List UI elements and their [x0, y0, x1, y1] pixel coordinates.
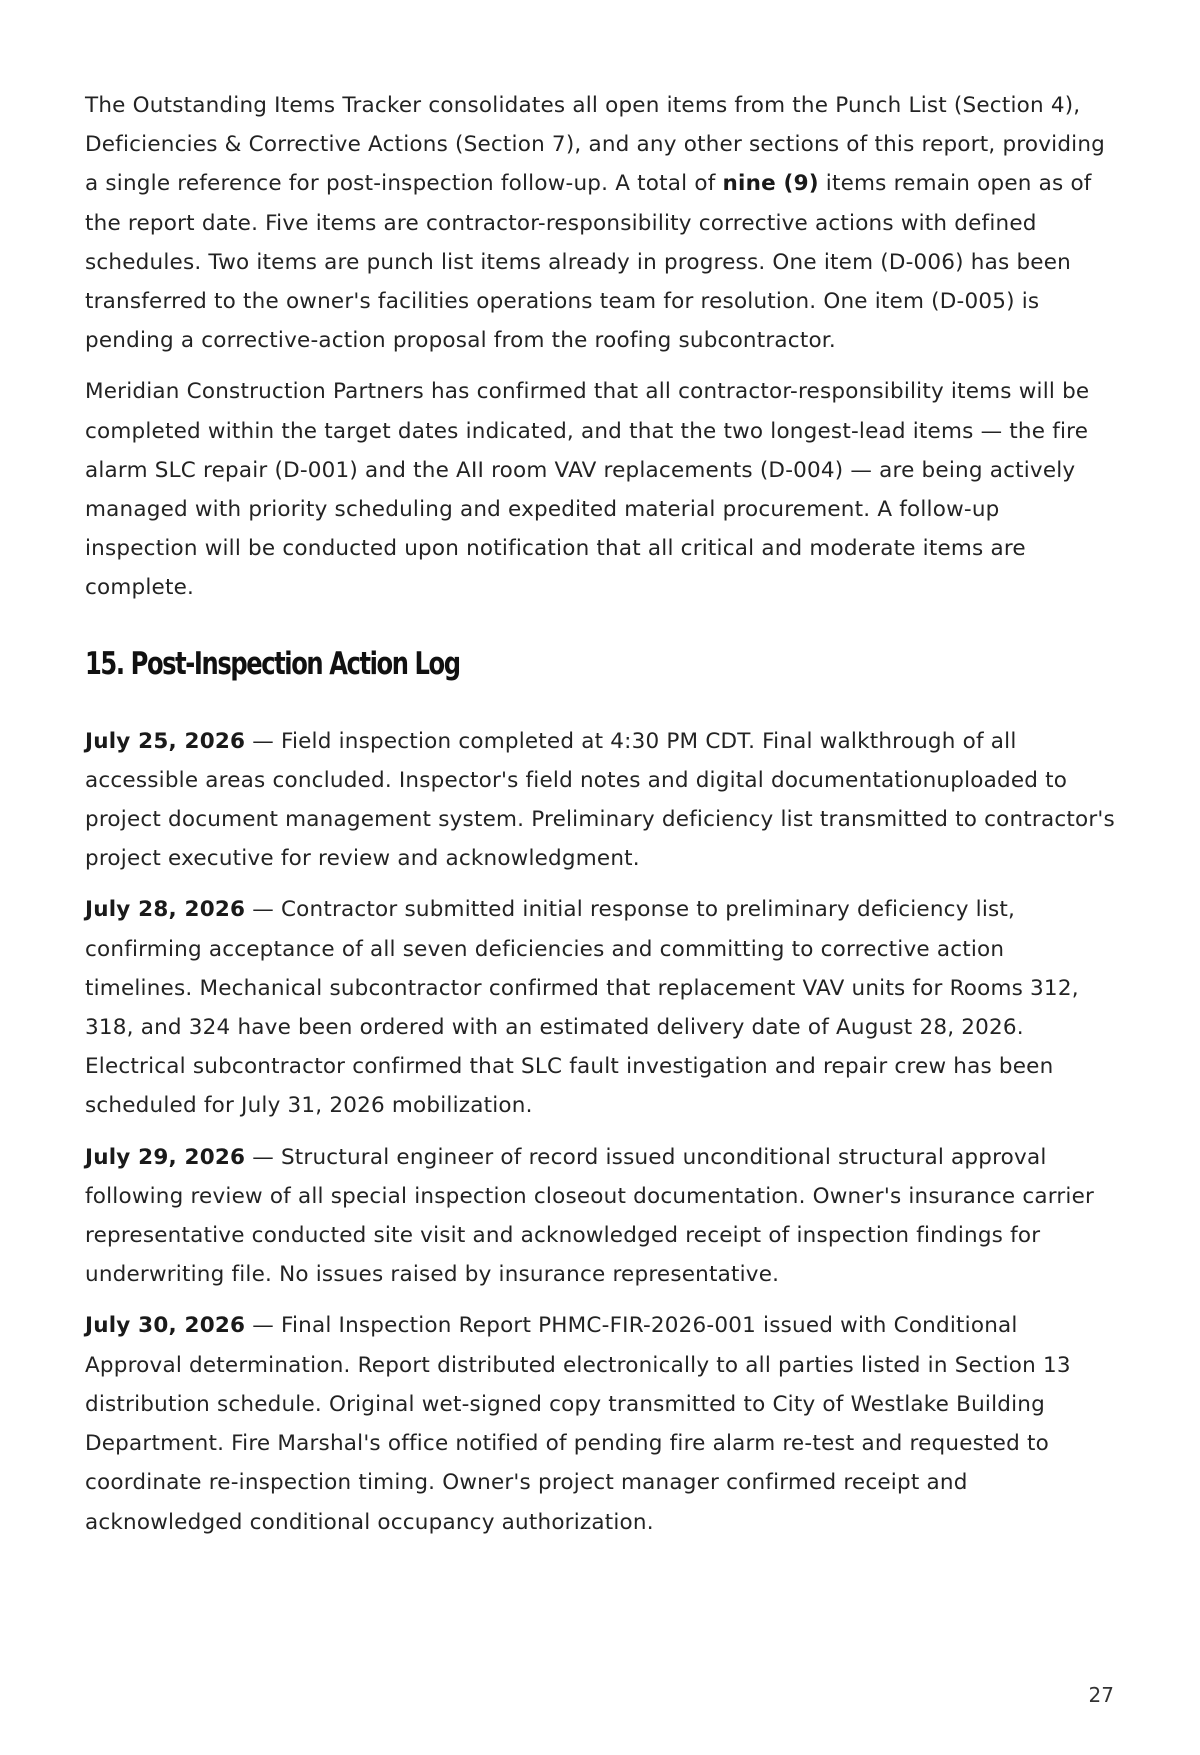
log-entry — [85, 722, 1115, 879]
log-entry-date: July 29, 2026 — [85, 1144, 246, 1170]
log-entry — [85, 1138, 1115, 1295]
log-entry-text: — Structural engineer of record issued unconditional structural approval following review of all special inspection closeout documentation. Owner's insurance carrier representative conducted site visit and acknowledged receipt of inspection findings for underwriting file. No issues raised by insurance representative. — [85, 1144, 1095, 1288]
summary-paragraph-outstanding-items — [85, 86, 1115, 360]
log-entry-text: — Field inspection completed at 4:30 PM CDT. Final walkthrough of all accessible areas concluded. Inspector's field notes and digital documentationuploaded to project document management system. Preliminary deficiency list transmitted to contractor's project executive for review and acknowledgment. — [85, 728, 1115, 872]
log-entry — [85, 1306, 1115, 1541]
page-number: 27 — [1088, 1683, 1114, 1707]
section-heading: 15. Post-Inspection Action Log — [85, 645, 460, 682]
document-page — [85, 86, 1115, 1554]
summary-open-count: nine (9) — [722, 171, 819, 197]
log-entry-text: — Final Inspection Report PHMC-FIR-2026-001 issued with Conditional Approval determination. Report distributed electronically to all parties listed in Section 13 distribution schedule. Original wet-signed copy transmitted to City of Westlake Building Department. Fire Marshal's office notified of pending fire alarm re-test and requested to coordinate re-inspection timing. Owner's project manager confirmed receipt and acknowledged conditional occupancy authorization. — [85, 1313, 1071, 1535]
summary-text-part-2: items remain open as of the report date. Five items are contractor-responsibility corrective actions with defined schedules. Two items are punch list items already in progress. One item (D-006) has been transferred to the owner's facilities operations team for resolution. One item (D-005) is pending a corrective-action proposal from the roofing subcontractor. — [85, 171, 1092, 354]
log-entry-date: July 25, 2026 — [85, 728, 246, 754]
log-entry-date: July 30, 2026 — [85, 1313, 246, 1339]
summary-text-part-1: The Outstanding Items Tracker consolidates all open items from the Punch List (Section 4), Deficiencies & Corrective Actions (Section 7), and any other sections of this report, providing a single reference for post-inspection follow-up. A total of — [85, 93, 1106, 197]
log-entry-date: July 28, 2026 — [85, 897, 246, 923]
summary-paragraph-contractor-confirmation: Meridian Construction Partners has confirmed that all contractor-responsibility items will be completed within the target dates indicated, and that the two longest-lead items — the fire alarm SLC repair (D-001) and the AII room VAV replacements (D-004) — are being actively managed with priority scheduling and expedited material procurement. A follow-up inspection will be conducted upon notification that all critical and moderate items are complete. — [85, 379, 1090, 601]
log-entry — [85, 890, 1115, 1125]
log-entry-text: — Contractor submitted initial response to preliminary deficiency list, confirming acceptance of all seven deficiencies and committing to corrective action timelines. Mechanical subcontractor confirmed that replacement VAV units for Rooms 312, 318, and 324 have been ordered with an estimated delivery date of August 28, 2026. Electrical subcontractor confirmed that SLC fault investigation and repair crew has been scheduled for July 31, 2026 mobilization. — [85, 897, 1079, 1119]
